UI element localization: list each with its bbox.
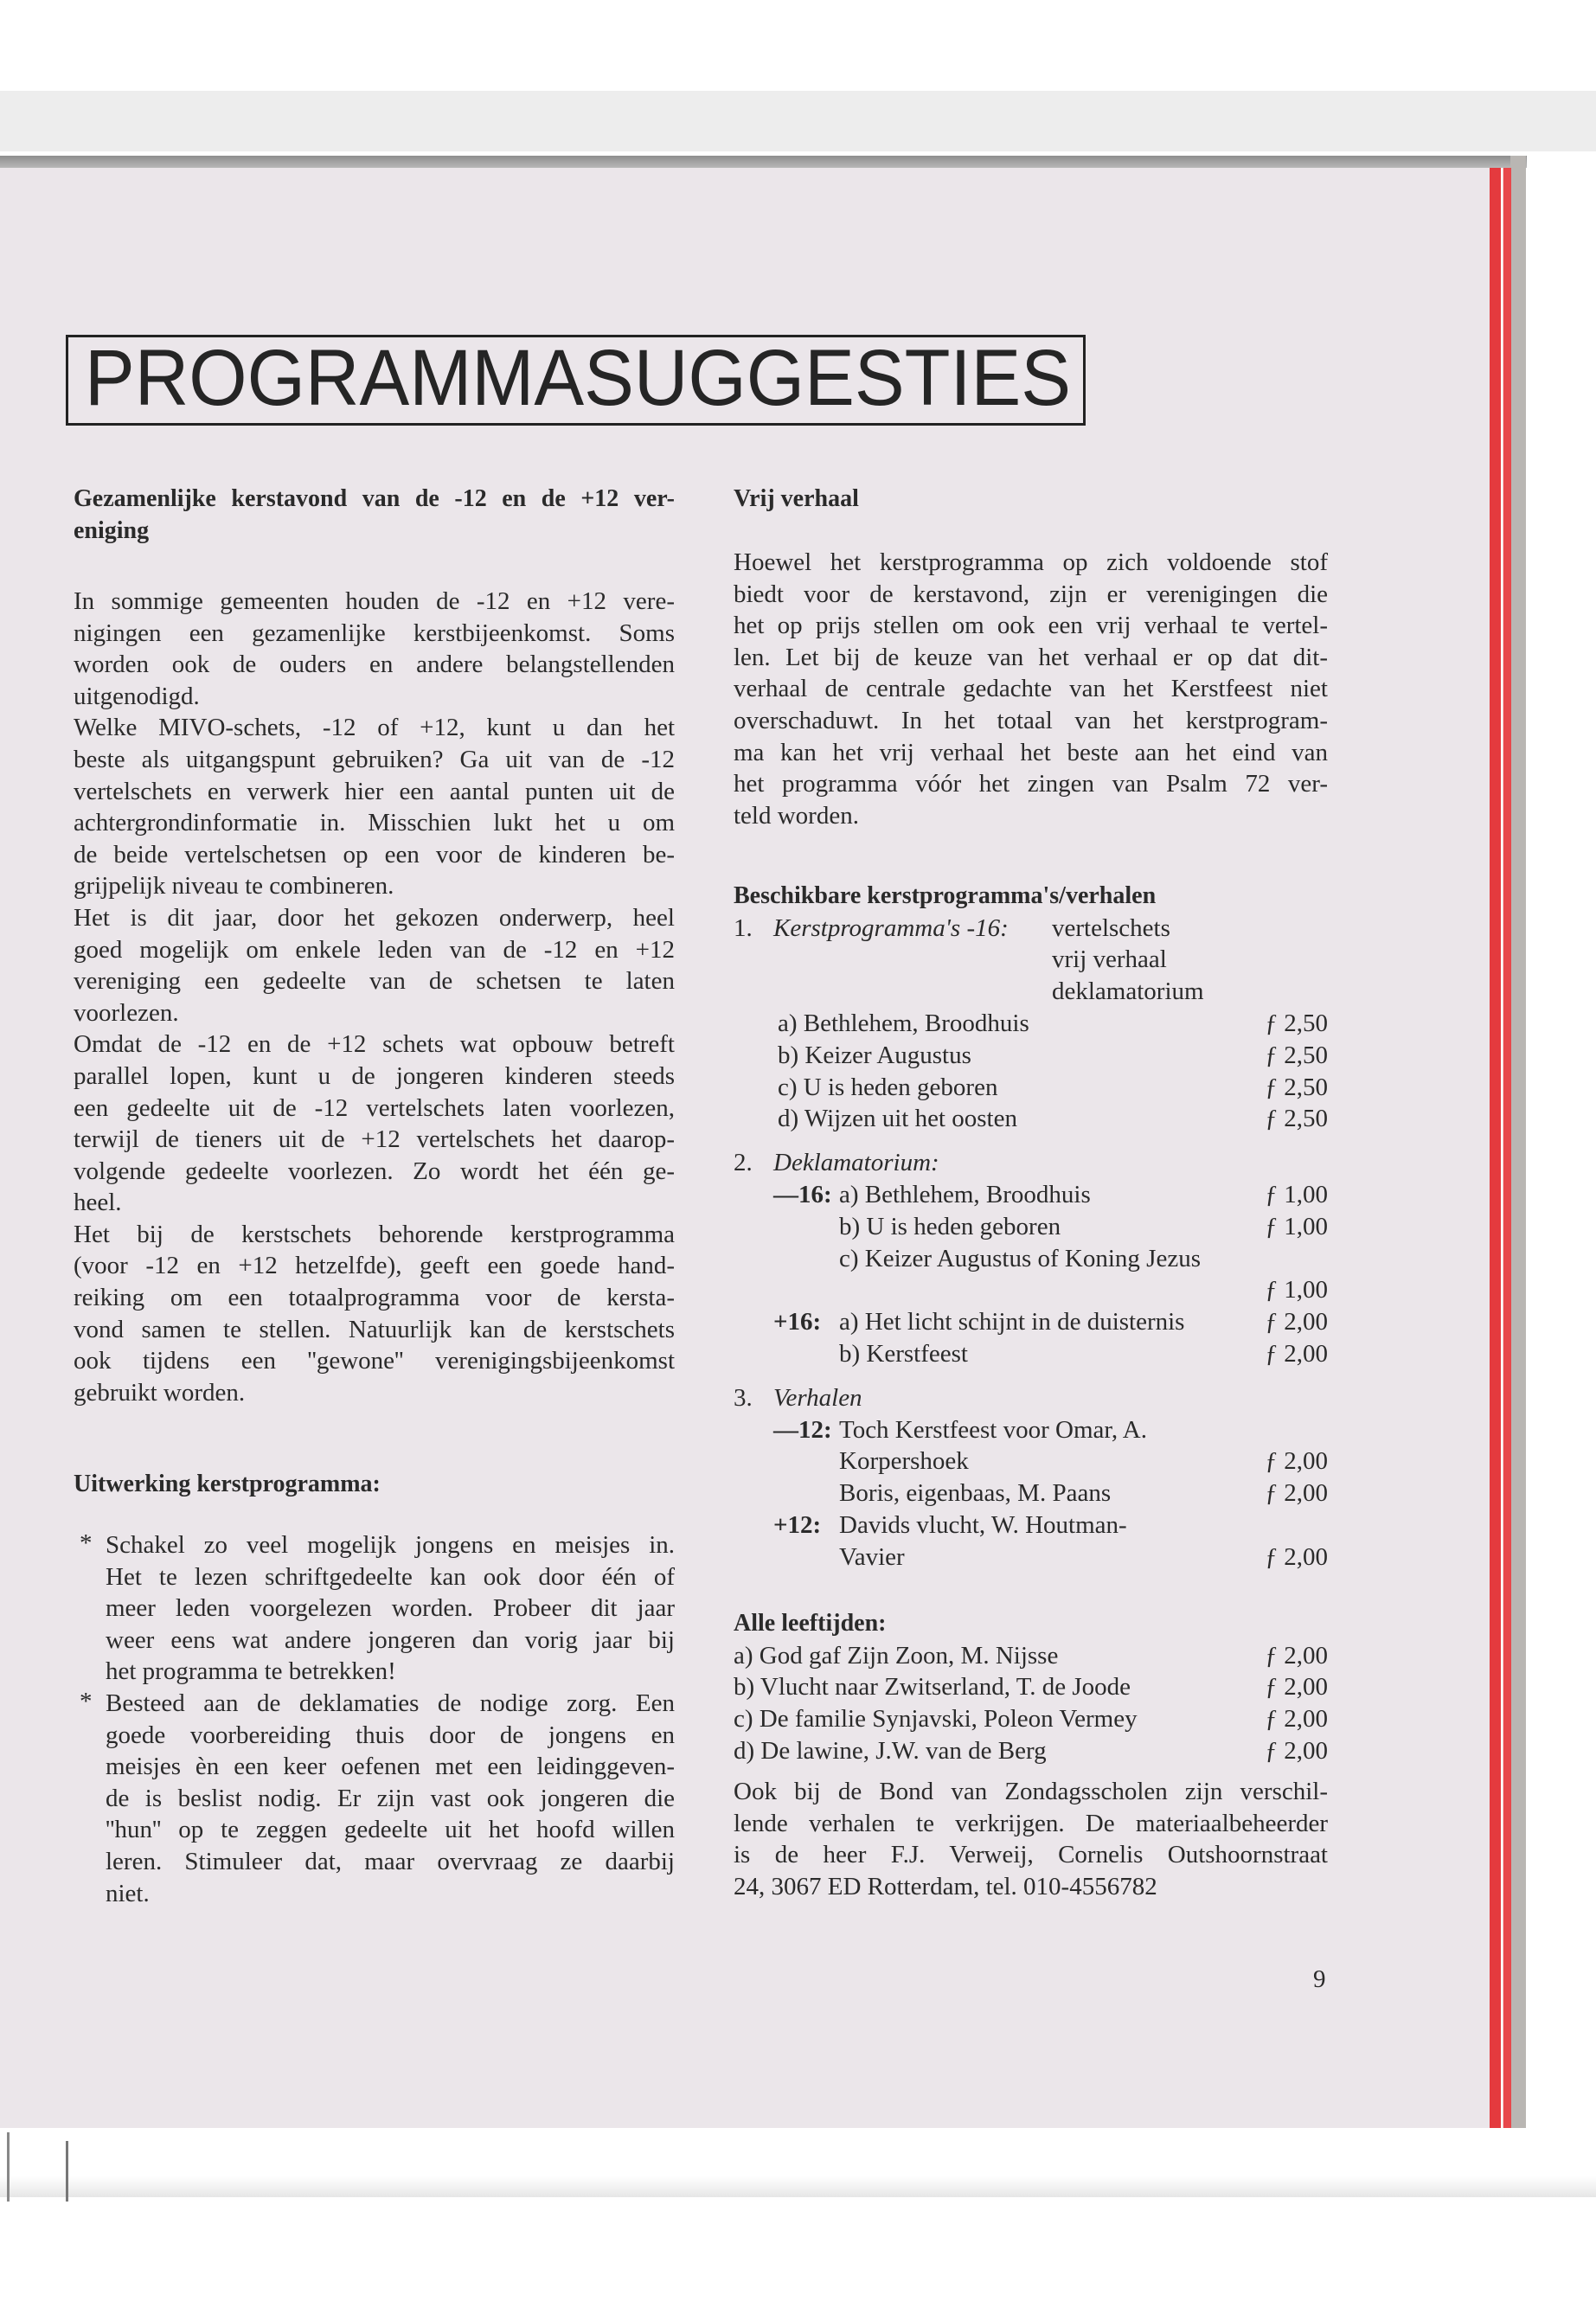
text-line: parallel lopen, kunt u de jongeren kinderen steeds <box>74 1061 675 1090</box>
text-line: verhaal de centrale gedachte van het Kerstfeest niet <box>734 675 1328 703</box>
list-row <box>734 1072 1328 1104</box>
section-label: Kerstprogramma's -16: <box>773 913 1009 942</box>
item-price: ƒ 2,50 <box>1265 1105 1328 1133</box>
free-story-body <box>734 547 1328 831</box>
asterisk-bullet-icon: * <box>80 1687 93 1715</box>
item-title: a) Bethlehem, Broodhuis <box>839 1180 1091 1208</box>
text-line: de is beslist nodig. Er zijn vast ook jongeren die <box>106 1784 675 1812</box>
list-row <box>734 944 1328 976</box>
list-row <box>734 1735 1328 1767</box>
text-line: goed mogelijk om enkele leden van de -12 en +12 <box>74 935 675 964</box>
item-title: a) Het licht schijnt in de duisternis <box>839 1308 1185 1336</box>
list-heading: Beschikbare kerstprogramma's/verhalen <box>734 882 1157 909</box>
list-heading: Alle leeftijden: <box>734 1610 887 1637</box>
item-title: a) Bethlehem, Broodhuis <box>778 1009 1029 1037</box>
text-line: heel. <box>74 1189 122 1217</box>
text-line: goede voorbereiding thuis door de jongens en <box>106 1721 675 1749</box>
item-price: ƒ 2,50 <box>1265 1009 1328 1037</box>
item-price: ƒ 2,00 <box>1265 1339 1328 1368</box>
heading-line: eniging <box>74 516 150 544</box>
bullet-item <box>80 1687 675 1909</box>
bullet-item <box>80 1529 675 1688</box>
list-row <box>734 1040 1328 1072</box>
scan-background-bottom <box>0 2128 1596 2197</box>
text-line: de beide vertelschetsen op een voor de kinderen be- <box>74 840 675 868</box>
list-row <box>734 1211 1328 1243</box>
text-line: het op prijs stellen om ook een vrij verhaal te vertel- <box>734 612 1328 640</box>
elaboration-bullets <box>80 1529 675 1909</box>
text-line: Het bij de kerstschets behorende kerstprogramma <box>74 1220 675 1248</box>
book-edge <box>1510 156 1526 2137</box>
age-group-label: +16: <box>773 1308 822 1336</box>
list-row <box>734 1103 1328 1135</box>
item-price: ƒ 2,00 <box>1265 1736 1328 1765</box>
text-line: Omdat de -12 en de +12 schets wat opbouw betreft <box>74 1030 675 1059</box>
item-title: Davids vlucht, W. Houtman- <box>839 1510 1127 1539</box>
red-page-edge-inner <box>1503 168 1511 2128</box>
text-line: len. Let bij de keuze van het verhaal er op dat dit- <box>734 643 1328 671</box>
list-row <box>734 1640 1328 1672</box>
section-heading-free-story <box>734 484 1328 516</box>
text-line: reiking om een totaalprogramma voor de kersta- <box>74 1284 675 1312</box>
content-item: deklamatorium <box>1052 977 1204 1006</box>
item-price: ƒ 2,00 <box>1265 1705 1328 1734</box>
text-line: lende verhalen te verkrijgen. De materiaalbeheerder <box>734 1809 1328 1837</box>
text-line: Het is dit jaar, door het gekozen onderwerp, heel <box>74 903 675 932</box>
section-heading-program-elaboration <box>74 1469 675 1501</box>
text-line: meisjes èn een keer oefenen met een leidinggeven- <box>106 1753 675 1781</box>
item-title: Toch Kerstfeest voor Omar, A. <box>839 1415 1147 1444</box>
list-row <box>734 1541 1328 1574</box>
scan-mark <box>66 2141 68 2202</box>
item-price: ƒ 1,00 <box>1265 1212 1328 1240</box>
text-line: niet. <box>106 1879 150 1907</box>
red-page-edge <box>1490 168 1501 2128</box>
age-group-label: —12: <box>773 1415 832 1444</box>
text-line: terwijl de tieners uit de +12 vertelschets het daarop- <box>74 1125 675 1154</box>
list-row <box>734 1338 1328 1370</box>
heading-line: Uitwerking kerstprogramma: <box>74 1471 381 1497</box>
list-row <box>734 1306 1328 1338</box>
item-title: Korpershoek <box>839 1447 969 1476</box>
item-title: d) De lawine, J.W. van de Berg <box>734 1736 1047 1765</box>
item-title: b) U is heden geboren <box>839 1212 1061 1240</box>
section-label: Deklamatorium: <box>773 1149 939 1177</box>
text-line: beste als uitgangspunt gebruiken? Ga uit van de -12 <box>74 745 675 773</box>
list-row <box>734 1274 1328 1306</box>
list-row <box>734 1179 1328 1211</box>
section-number: 2. <box>734 1149 753 1177</box>
text-line: achtergrondinformatie in. Misschien lukt het u om <box>74 809 675 837</box>
item-price: ƒ 2,00 <box>1265 1673 1328 1702</box>
list-row <box>734 1671 1328 1703</box>
list-section-3 <box>734 1382 1328 1414</box>
text-line: uitgenodigd. <box>74 682 200 710</box>
item-price: ƒ 2,00 <box>1265 1641 1328 1670</box>
age-group-label: +12: <box>773 1510 822 1539</box>
item-price: ƒ 2,50 <box>1265 1041 1328 1069</box>
text-line: vereniging een gedeelte van de schetsen te laten <box>74 967 675 996</box>
text-line: is de heer F.J. Verweij, Cornelis Outshoornstraat <box>734 1841 1328 1869</box>
scan-mark <box>7 2132 10 2202</box>
text-line: 24, 3067 ED Rotterdam, tel. 010-4556782 <box>734 1872 1157 1900</box>
text-line: volgende gedeelte voorlezen. Zo wordt het één ge- <box>74 1157 675 1185</box>
list-row <box>734 1414 1328 1446</box>
text-line: een gedeelte uit de -12 vertelschets laten voorlezen, <box>74 1093 675 1122</box>
heading-line: Vrij verhaal <box>734 485 859 512</box>
list-row <box>734 1445 1328 1477</box>
text-line: vertelschets en verwerk hier een aantal punten uit de <box>74 777 675 805</box>
item-title: a) God gaf Zijn Zoon, M. Nijsse <box>734 1641 1059 1670</box>
right-column <box>734 0 1328 1990</box>
page-number: 9 <box>1313 1965 1326 1993</box>
joint-evening-body <box>74 586 675 1408</box>
list-row <box>734 976 1328 1008</box>
text-line: meer leden voorgelezen worden. Probeer dit jaar <box>106 1594 675 1623</box>
item-price: ƒ 2,00 <box>1265 1542 1328 1571</box>
text-line: ma kan het vrij verhaal het beste aan het eind van <box>734 738 1328 766</box>
text-line: overschaduwt. In het totaal van het kerstprogram- <box>734 706 1328 734</box>
text-line: weer eens wat andere jongeren dan vorig jaar bij <box>106 1625 675 1654</box>
text-line: nigingen een gezamenlijke kerstbijeenkomst. Soms <box>74 619 675 647</box>
content-item: vertelschets <box>1052 913 1170 942</box>
list-row <box>734 1008 1328 1040</box>
section-heading-joint-evening <box>74 484 675 547</box>
list-section-1 <box>734 913 1328 945</box>
text-line: het programma te betrekken! <box>106 1657 396 1686</box>
list-row <box>734 1477 1328 1509</box>
text-line: Ook bij de Bond van Zondagsscholen zijn verschil- <box>734 1778 1328 1805</box>
text-line: leren. Stimuleer dat, maar overvraag ze daarbij <box>106 1847 675 1875</box>
item-price: ƒ 2,00 <box>1265 1479 1328 1508</box>
section-label: Verhalen <box>773 1383 862 1412</box>
text-line: teld worden. <box>734 801 859 830</box>
item-title: c) De familie Synjavski, Poleon Vermey <box>734 1705 1138 1734</box>
text-line: biedt voor de kerstavond, zijn er verenigingen die <box>734 580 1328 608</box>
text-line: Hoewel het kerstprogramma op zich voldoende stof <box>734 548 1328 576</box>
section-number: 3. <box>734 1383 753 1412</box>
item-title: b) Vlucht naar Zwitserland, T. de Joode <box>734 1673 1131 1702</box>
item-title: Boris, eigenbaas, M. Paans <box>839 1479 1112 1508</box>
text-line: voorlezen. <box>74 998 179 1027</box>
all-ages-list <box>734 1608 1328 1767</box>
item-price: ƒ 2,50 <box>1265 1073 1328 1101</box>
item-title: c) U is heden geboren <box>778 1073 998 1101</box>
item-title: b) Kerstfeest <box>839 1339 968 1368</box>
text-line: In sommige gemeenten houden de -12 en +12 vere- <box>74 587 675 615</box>
text-line: ''hun'' op te zeggen gedeelte uit het hoofd willen <box>106 1816 675 1844</box>
item-title: c) Keizer Augustus of Koning Jezus <box>839 1244 1201 1272</box>
item-price: ƒ 1,00 <box>1265 1180 1328 1208</box>
item-title: d) Wijzen uit het oosten <box>778 1105 1017 1133</box>
available-programs-list <box>734 881 1328 1574</box>
content-item: vrij verhaal <box>1052 945 1167 974</box>
asterisk-bullet-icon: * <box>80 1529 93 1557</box>
page-title: PROGRAMMASUGGESTIES <box>85 334 1071 422</box>
list-row <box>734 1243 1328 1275</box>
text-line: (voor -12 en +12 hetzelfde), geeft een goede hand- <box>74 1252 675 1280</box>
text-line: grijpelijk niveau te combineren. <box>74 872 394 901</box>
text-line: Het te lezen schriftgedeelte kan ook door één of <box>106 1562 675 1591</box>
text-line: ook tijdens een ''gewone'' verenigingsbijeenkomst <box>74 1347 675 1375</box>
age-group-label: —16: <box>773 1180 832 1208</box>
text-line: Welke MIVO-schets, -12 of +12, kunt u dan het <box>74 714 675 742</box>
list-row <box>734 1703 1328 1735</box>
heading-line: Gezamenlijke kerstavond van de -12 en de +12 ver- <box>74 485 675 512</box>
item-price: ƒ 2,00 <box>1265 1308 1328 1336</box>
text-line: vond samen te stellen. Natuurlijk kan de kerstschets <box>74 1315 675 1343</box>
item-title: b) Keizer Augustus <box>778 1041 971 1069</box>
text-line: worden ook de ouders en andere belangstellenden <box>74 651 675 679</box>
text-line: Besteed aan de deklamaties de nodige zorg. Een <box>106 1689 675 1717</box>
left-column <box>74 0 675 1990</box>
text-line: gebruikt worden. <box>74 1378 246 1407</box>
list-section-2 <box>734 1147 1328 1179</box>
item-title: Vavier <box>839 1542 905 1571</box>
text-line: Schakel zo veel mogelijk jongens en meisjes in. <box>106 1531 675 1559</box>
item-price: ƒ 2,00 <box>1265 1447 1328 1476</box>
section-number: 1. <box>734 913 753 942</box>
text-line: het programma vóór het zingen van Psalm 72 ver- <box>734 770 1328 798</box>
list-row <box>734 1509 1328 1541</box>
sunday-school-note <box>734 1776 1328 1902</box>
item-price: ƒ 1,00 <box>1265 1276 1328 1304</box>
